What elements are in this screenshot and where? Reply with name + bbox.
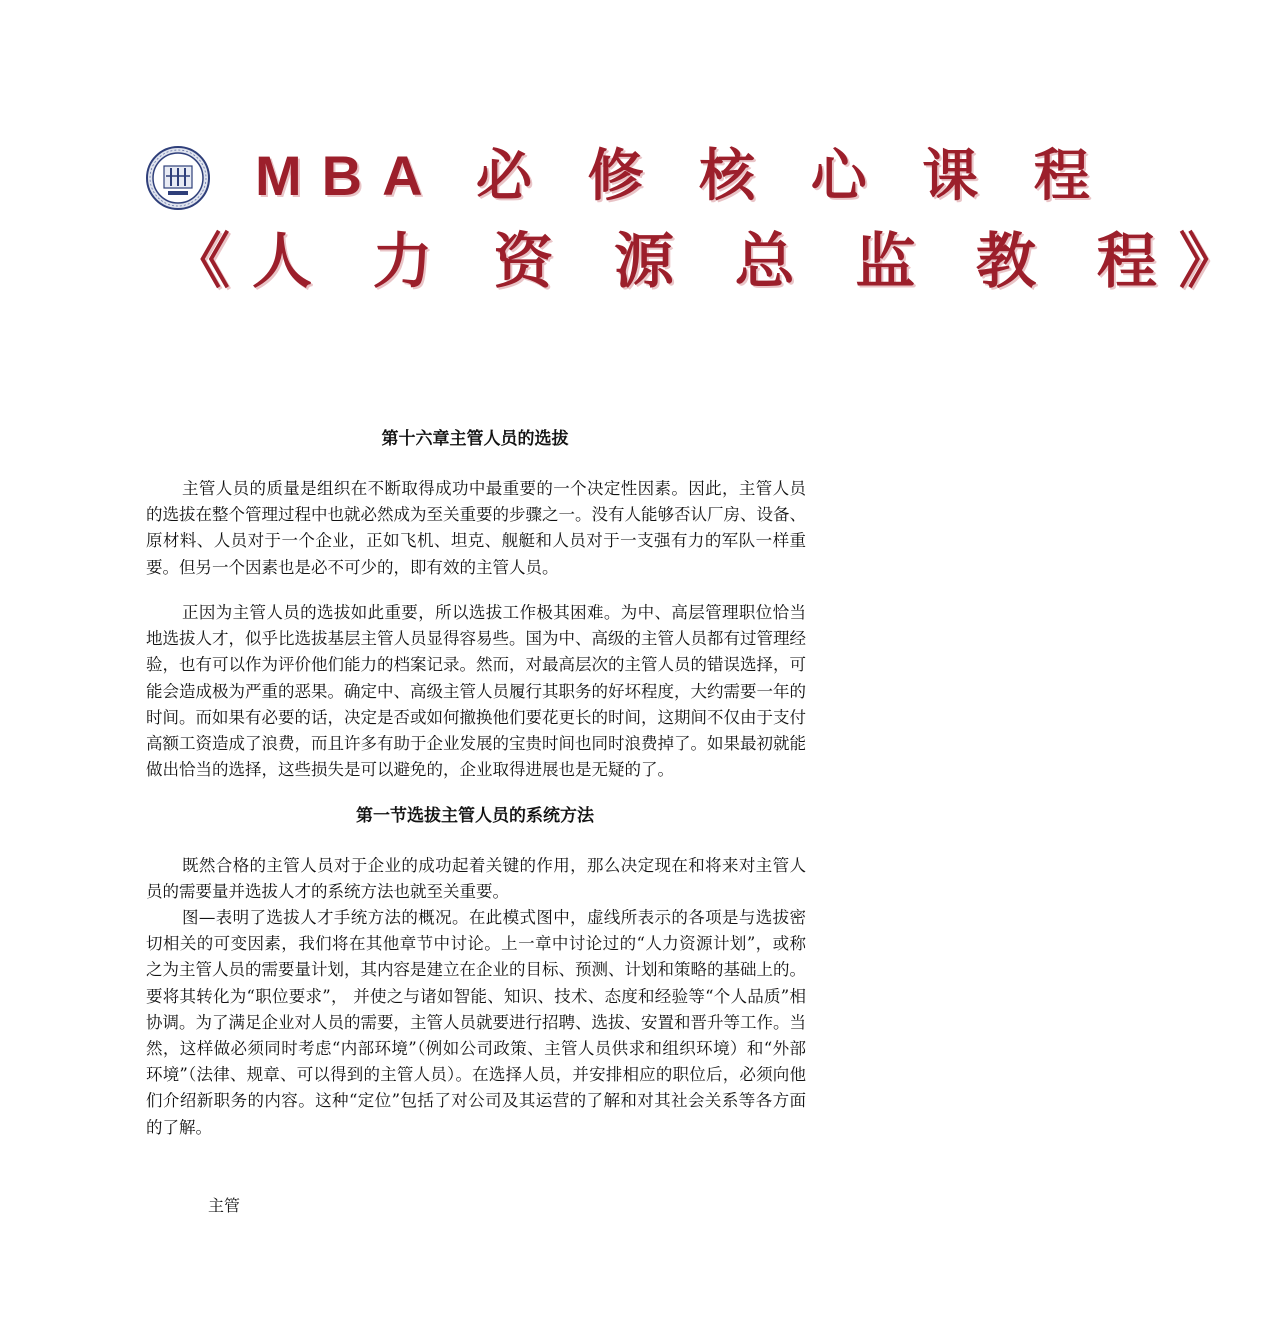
section-paragraph: 既然合格的主管人员对于企业的成功起着关键的作用，那么决定现在和将来对主管人员的需要量并选拔人才的系统方法也就至关重要。	[146, 856, 806, 902]
section-paragraph: 图—表明了选拔人才手统方法的概况。在此模式图中，虚线所表示的各项是与选拔密切相关的可变因素，我们将在其他章节中讨论。上一章中讨论过的“人力资源计划”，或称之为主管人员的需要量计划，其内容是建立在企业的目标、预测、计划和策略的基础上的。要将其转化为“职位要求”， 并使之与诸如智能、知识、技术、态度和经验等“个人品质”相协调。为了满足企业对人员的需要，主管人员就要进行招聘、选拔、安置和晋升等工作。当然，这样做必须同时考虑“内部环境”（例如公司政策、主管人员供求和组织环境）和“外部环境”（法律、规章、可以得到的主管人员）。在选择人员，并安排相应的职位后，必须向他们介绍新职务的内容。这种“定位”包括了对公司及其运营的了解和对其社会关系等各方面的了解。	[146, 908, 806, 1137]
university-seal-icon	[146, 146, 210, 210]
chapter-paragraph: 正因为主管人员的选拔如此重要，所以选拔工作极其困难。为中、高层管理职位恰当地选拔人才，似乎比选拔基层主管人员显得容易些。国为中、高级的主管人员都有过管理经验，也有可以作为评价他们能力的档案记录。然而，对最高层次的主管人员的错误选择，可能会造成极为严重的恶果。确定中、高级主管人员履行其职务的好坏程度，大约需要一年的时间。而如果有必要的话，决定是否或如何撤换他们要花更长的时间，这期间不仅由于支付高额工资造成了浪费，而且许多有助于企业发展的宝贵时间也同时浪费掉了。如果最初就能做出恰当的选择，这些损失是可以避免的，企业取得进展也是无疑的了。	[146, 603, 806, 780]
chapter-paragraph: 主管人员的质量是组织在不断取得成功中最重要的一个决定性因素。因此，主管人员的选拔在整个管理过程中也就必然成为至关重要的步骤之一。没有人能够否认厂房、设备、原材料、人员对于一个企业，正如飞机、坦克、舰艇和人员对于一支强有力的军队一样重要。但另一个因素也是必不可少的，即有效的主管人员。	[146, 479, 806, 577]
section-title: 第一节选拔主管人员的系统方法	[356, 806, 594, 826]
figure-label: 主管	[208, 1196, 241, 1215]
textbook-title: 《人 力 资 源 总 监 教 程》	[170, 228, 1261, 295]
chapter-title: 第十六章主管人员的选拔	[381, 429, 569, 449]
course-title: MBA 必 修 核 心 课 程	[255, 144, 1110, 207]
